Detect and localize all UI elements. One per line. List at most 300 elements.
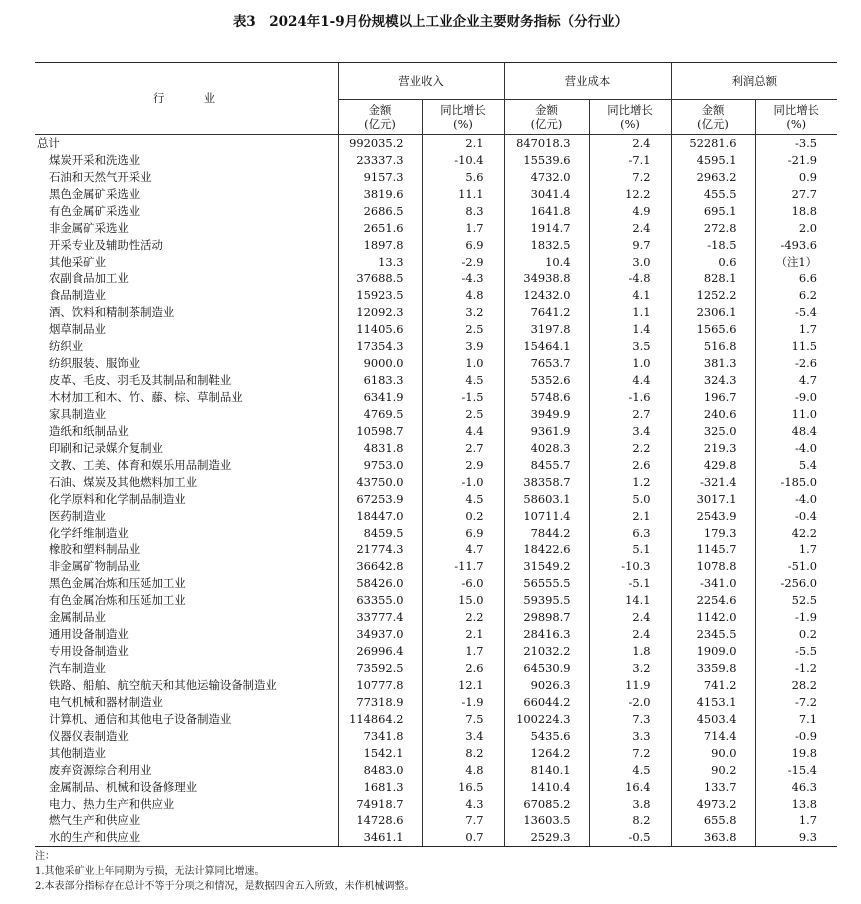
- cost-amount-cell: 5435.6: [504, 728, 589, 745]
- cost-growth-cell: 7.2: [589, 745, 671, 762]
- table-row: [35, 491, 837, 508]
- revenue-growth-cell: -4.3: [422, 271, 504, 288]
- cost-amount-cell: 13603.5: [504, 813, 589, 830]
- revenue-amount-cell: 77318.9: [338, 694, 422, 711]
- table-row: [35, 338, 837, 355]
- profit-amount-cell: 1252.2: [671, 287, 755, 304]
- cost-amount-cell: 10.4: [504, 254, 589, 271]
- cost-growth-cell: 3.8: [589, 796, 671, 813]
- note-2: 2.本表部分指标存在总计不等于分项之和情况，是数据四舍五入所致，未作机械调整。: [35, 881, 415, 892]
- table-row: [35, 186, 837, 203]
- revenue-amount-cell: 23337.3: [338, 152, 422, 169]
- profit-amount-cell: 2963.2: [671, 169, 755, 186]
- industry-name-cell: 电气机械和器材制造业: [49, 694, 163, 709]
- cost-amount-cell: 3949.9: [504, 406, 589, 423]
- cost-growth-cell: 2.4: [589, 135, 671, 152]
- revenue-growth-cell: 16.5: [422, 779, 504, 796]
- profit-amount-cell: 4153.1: [671, 694, 755, 711]
- cost-growth-cell: -4.8: [589, 271, 671, 288]
- revenue-amount-cell: 1542.1: [338, 745, 422, 762]
- industry-name-cell: 燃气生产和供应业: [49, 813, 141, 828]
- cost-growth-cell: 1.4: [589, 321, 671, 338]
- profit-growth-cell: 18.8: [755, 203, 837, 220]
- cost-amount-cell: 66044.2: [504, 694, 589, 711]
- revenue-amount-cell: 9157.3: [338, 169, 422, 186]
- profit-growth-cell: -51.0: [755, 558, 837, 575]
- industry-name-cell: 金属制品业: [49, 610, 106, 625]
- revenue-header: 营业收入: [338, 63, 504, 100]
- industry-name-cell: 家具制造业: [49, 406, 106, 421]
- revenue-amount-cell: 43750.0: [338, 474, 422, 491]
- table-row: [35, 609, 837, 626]
- industry-name-cell: 金属制品、机械和设备修理业: [49, 779, 198, 794]
- revenue-growth-cell: 2.6: [422, 660, 504, 677]
- cost-growth-cell: 2.4: [589, 609, 671, 626]
- revenue-growth-cell: 2.9: [422, 457, 504, 474]
- profit-growth-cell: -1.2: [755, 660, 837, 677]
- profit-amount-cell: 455.5: [671, 186, 755, 203]
- profit-growth-cell: 7.1: [755, 711, 837, 728]
- profit-amount-cell: 196.7: [671, 389, 755, 406]
- profit-amount-cell: 2254.6: [671, 592, 755, 609]
- revenue-growth-cell: 4.5: [422, 491, 504, 508]
- cost-growth-cell: 1.2: [589, 474, 671, 491]
- profit-growth-cell: （注1）: [755, 254, 837, 271]
- profit-growth-cell: -4.0: [755, 491, 837, 508]
- revenue-growth-cell: 5.6: [422, 169, 504, 186]
- revenue-amount-cell: 15923.5: [338, 287, 422, 304]
- revenue-growth-cell: 2.1: [422, 135, 504, 152]
- industry-name-cell: 印刷和记录媒介复制业: [49, 440, 163, 455]
- profit-growth-cell: 48.4: [755, 423, 837, 440]
- profit-amount-cell: 52281.6: [671, 135, 755, 152]
- cost-amount-cell: 4732.0: [504, 169, 589, 186]
- profit-amount-cell: 3359.8: [671, 660, 755, 677]
- revenue-amount-cell: 11405.6: [338, 321, 422, 338]
- table-row: [35, 406, 837, 423]
- revenue-growth-cell: 2.2: [422, 609, 504, 626]
- table-row: [35, 525, 837, 542]
- revenue-growth-cell: 8.2: [422, 745, 504, 762]
- industry-name-cell: 有色金属冶炼和压延加工业: [49, 593, 186, 608]
- industry-name-cell: 石油和天然气开采业: [49, 169, 152, 184]
- cost-header: 营业成本: [504, 63, 671, 100]
- cost-growth-cell: 8.2: [589, 813, 671, 830]
- profit-amount-cell: 90.2: [671, 762, 755, 779]
- cost-amount-cell: 10711.4: [504, 508, 589, 525]
- cost-amount-cell: 34938.8: [504, 271, 589, 288]
- profit-amount-cell: 2543.9: [671, 508, 755, 525]
- revenue-growth-cell: 2.7: [422, 440, 504, 457]
- revenue-growth-cell: 12.1: [422, 677, 504, 694]
- revenue-amount-cell: 2651.6: [338, 220, 422, 237]
- cost-amount-cell: 1914.7: [504, 220, 589, 237]
- cost-growth-cell: 11.9: [589, 677, 671, 694]
- cost-amount-cell: 31549.2: [504, 558, 589, 575]
- profit-growth-cell: 11.5: [755, 338, 837, 355]
- table-row: [35, 626, 837, 643]
- table-row: [35, 728, 837, 745]
- cost-amount-cell: 7653.7: [504, 355, 589, 372]
- industry-name-cell: 黑色金属冶炼和压延加工业: [49, 576, 186, 591]
- revenue-amount-cell: 1897.8: [338, 237, 422, 254]
- profit-growth-cell: -0.9: [755, 728, 837, 745]
- revenue-amount-cell: 114864.2: [338, 711, 422, 728]
- profit-growth-cell: -5.4: [755, 304, 837, 321]
- cost-growth-cell: 3.0: [589, 254, 671, 271]
- table-row: [35, 694, 837, 711]
- profit-amount-cell: 381.3: [671, 355, 755, 372]
- cost-growth-cell: 5.1: [589, 542, 671, 559]
- industry-name-cell: 纺织业: [49, 339, 84, 354]
- notes: [35, 849, 835, 894]
- revenue-amount-cell: 7341.8: [338, 728, 422, 745]
- revenue-amount-cell: 8483.0: [338, 762, 422, 779]
- revenue-growth-cell: 6.9: [422, 237, 504, 254]
- cost-growth-cell: 4.1: [589, 287, 671, 304]
- table-row: [35, 135, 837, 152]
- revenue-amount-cell: 33777.4: [338, 609, 422, 626]
- profit-amount-cell: 3017.1: [671, 491, 755, 508]
- table-row: [35, 457, 837, 474]
- revenue-growth-cell: 4.8: [422, 287, 504, 304]
- profit-amount-cell: 240.6: [671, 406, 755, 423]
- profit-amount-cell: 1565.6: [671, 321, 755, 338]
- profit-growth-cell: -185.0: [755, 474, 837, 491]
- cost-growth-cell: 16.4: [589, 779, 671, 796]
- revenue-growth-cell: 1.7: [422, 643, 504, 660]
- table-row: [35, 796, 837, 813]
- industry-name-cell: 其他制造业: [49, 745, 106, 760]
- cost-amount-cell: 8455.7: [504, 457, 589, 474]
- table-row: [35, 271, 837, 288]
- profit-growth-cell: -2.6: [755, 355, 837, 372]
- cost-amount-cell: 12432.0: [504, 287, 589, 304]
- cost-amount-cell: 56555.5: [504, 575, 589, 592]
- profit-growth-header: 同比增长 (%): [755, 100, 837, 135]
- cost-amount-cell: 9361.9: [504, 423, 589, 440]
- cost-growth-cell: 2.4: [589, 626, 671, 643]
- cost-growth-cell: 4.4: [589, 372, 671, 389]
- profit-amount-cell: 4503.4: [671, 711, 755, 728]
- table-row: [35, 575, 837, 592]
- revenue-growth-cell: 7.7: [422, 813, 504, 830]
- table-row: [35, 558, 837, 575]
- profit-growth-cell: 19.8: [755, 745, 837, 762]
- cost-growth-cell: 7.2: [589, 169, 671, 186]
- industry-name-cell: 农副食品加工业: [49, 271, 129, 286]
- profit-amount-cell: -321.4: [671, 474, 755, 491]
- profit-growth-cell: 6.2: [755, 287, 837, 304]
- profit-growth-cell: 42.2: [755, 525, 837, 542]
- cost-amount-cell: 21032.2: [504, 643, 589, 660]
- profit-growth-cell: -256.0: [755, 575, 837, 592]
- profit-growth-cell: 52.5: [755, 592, 837, 609]
- industry-name-cell: 其他采矿业: [49, 254, 106, 269]
- industry-name-cell: 煤炭开采和洗选业: [49, 152, 141, 167]
- revenue-amount-cell: 9753.0: [338, 457, 422, 474]
- table-row: [35, 677, 837, 694]
- table-row: [35, 440, 837, 457]
- table-row: [35, 304, 837, 321]
- revenue-growth-cell: 1.0: [422, 355, 504, 372]
- revenue-amount-cell: 6183.3: [338, 372, 422, 389]
- industry-name-cell: 开采专业及辅助性活动: [49, 237, 163, 252]
- cost-amount-cell: 67085.2: [504, 796, 589, 813]
- cost-amount-cell: 3041.4: [504, 186, 589, 203]
- table-row: [35, 169, 837, 186]
- table-row: [35, 474, 837, 491]
- revenue-amount-cell: 14728.6: [338, 813, 422, 830]
- industry-name-cell: 废弃资源综合利用业: [49, 762, 152, 777]
- cost-amount-cell: 7844.2: [504, 525, 589, 542]
- cost-growth-header: 同比增长 (%): [589, 100, 671, 135]
- revenue-growth-cell: 4.8: [422, 762, 504, 779]
- industry-name-cell: 汽车制造业: [49, 661, 106, 676]
- profit-amount-cell: 219.3: [671, 440, 755, 457]
- profit-amount-cell: 1078.8: [671, 558, 755, 575]
- industry-name-cell: 酒、饮料和精制茶制造业: [49, 305, 175, 320]
- revenue-amount-cell: 17354.3: [338, 338, 422, 355]
- cost-amount-cell: 2529.3: [504, 829, 589, 846]
- revenue-amount-cell: 21774.3: [338, 542, 422, 559]
- revenue-amount-cell: 9000.0: [338, 355, 422, 372]
- cost-growth-cell: -5.1: [589, 575, 671, 592]
- cost-growth-cell: 4.9: [589, 203, 671, 220]
- profit-growth-cell: 46.3: [755, 779, 837, 796]
- cost-amount-cell: 847018.3: [504, 135, 589, 152]
- profit-growth-cell: 0.2: [755, 626, 837, 643]
- table-row: [35, 220, 837, 237]
- cost-growth-cell: 1.0: [589, 355, 671, 372]
- table-row: [35, 287, 837, 304]
- profit-growth-cell: -493.6: [755, 237, 837, 254]
- industry-header: 行 业: [35, 63, 338, 135]
- cost-amount-cell: 7641.2: [504, 304, 589, 321]
- table-row: [35, 423, 837, 440]
- profit-growth-cell: 6.6: [755, 271, 837, 288]
- profit-amount-cell: 695.1: [671, 203, 755, 220]
- cost-amount-cell: 18422.6: [504, 542, 589, 559]
- cost-amount-cell: 3197.8: [504, 321, 589, 338]
- revenue-amount-cell: 8459.5: [338, 525, 422, 542]
- cost-growth-cell: -10.3: [589, 558, 671, 575]
- revenue-amount-cell: 2686.5: [338, 203, 422, 220]
- revenue-growth-cell: 0.7: [422, 829, 504, 846]
- table-title: 表3 2024年1-9月份规模以上工业企业主要财务指标（分行业）: [232, 14, 629, 30]
- profit-growth-cell: -5.5: [755, 643, 837, 660]
- profit-amount-cell: 828.1: [671, 271, 755, 288]
- profit-growth-cell: 4.7: [755, 372, 837, 389]
- profit-growth-cell: 9.3: [755, 829, 837, 846]
- revenue-growth-cell: 0.2: [422, 508, 504, 525]
- table-row: [35, 711, 837, 728]
- revenue-amount-cell: 13.3: [338, 254, 422, 271]
- revenue-amount-cell: 10598.7: [338, 423, 422, 440]
- profit-amount-cell: 179.3: [671, 525, 755, 542]
- revenue-amount-cell: 36642.8: [338, 558, 422, 575]
- profit-growth-cell: 0.9: [755, 169, 837, 186]
- cost-growth-cell: 9.7: [589, 237, 671, 254]
- industry-name-cell: 有色金属矿采选业: [49, 203, 141, 218]
- profit-amount-cell: 2345.5: [671, 626, 755, 643]
- table-row: [35, 508, 837, 525]
- cost-amount-cell: 64530.9: [504, 660, 589, 677]
- table-row: [35, 372, 837, 389]
- cost-growth-cell: 4.5: [589, 762, 671, 779]
- table-row: [35, 779, 837, 796]
- table-row: [35, 829, 837, 846]
- industry-name-cell: 电力、热力生产和供应业: [49, 796, 175, 811]
- cost-amount-cell: 1264.2: [504, 745, 589, 762]
- profit-amount-cell: 741.2: [671, 677, 755, 694]
- industry-name-cell: 计算机、通信和其他电子设备制造业: [49, 711, 232, 726]
- industry-name-cell: 化学纤维制造业: [49, 525, 129, 540]
- cost-amount-cell: 15539.6: [504, 152, 589, 169]
- note-1: 1.其他采矿业上年同期为亏损，无法计算同比增速。: [35, 866, 265, 877]
- revenue-amount-cell: 6341.9: [338, 389, 422, 406]
- industry-name-cell: 非金属矿物制品业: [49, 559, 141, 574]
- profit-amount-cell: -341.0: [671, 575, 755, 592]
- profit-amount-cell: 133.7: [671, 779, 755, 796]
- revenue-amount-cell: 4769.5: [338, 406, 422, 423]
- profit-amount-cell: 4973.2: [671, 796, 755, 813]
- cost-growth-cell: 5.0: [589, 491, 671, 508]
- cost-growth-cell: 2.7: [589, 406, 671, 423]
- profit-growth-cell: -15.4: [755, 762, 837, 779]
- revenue-growth-cell: -10.4: [422, 152, 504, 169]
- cost-amount-cell: 5748.6: [504, 389, 589, 406]
- industry-name-cell: 仪器仪表制造业: [49, 728, 129, 743]
- financial-indicators-table: [35, 62, 837, 847]
- revenue-growth-cell: -6.0: [422, 575, 504, 592]
- table-row: [35, 643, 837, 660]
- cost-growth-cell: 3.5: [589, 338, 671, 355]
- profit-amount-cell: 2306.1: [671, 304, 755, 321]
- cost-amount-cell: 58603.1: [504, 491, 589, 508]
- revenue-growth-cell: 4.4: [422, 423, 504, 440]
- industry-name-cell: 非金属矿采选业: [49, 220, 129, 235]
- table-row: [35, 745, 837, 762]
- cost-amount-cell: 9026.3: [504, 677, 589, 694]
- cost-growth-cell: 12.2: [589, 186, 671, 203]
- profit-amount-cell: 363.8: [671, 829, 755, 846]
- industry-name-cell: 通用设备制造业: [49, 627, 129, 642]
- cost-amount-cell: 1832.5: [504, 237, 589, 254]
- industry-name-cell: 造纸和纸制品业: [49, 423, 129, 438]
- revenue-amount-cell: 67253.9: [338, 491, 422, 508]
- cost-amount-cell: 1641.8: [504, 203, 589, 220]
- profit-growth-cell: -1.9: [755, 609, 837, 626]
- cost-amount-cell: 1410.4: [504, 779, 589, 796]
- cost-amount-cell: 8140.1: [504, 762, 589, 779]
- revenue-growth-cell: 2.5: [422, 406, 504, 423]
- cost-amount-cell: 15464.1: [504, 338, 589, 355]
- profit-header: 利润总额: [671, 63, 837, 100]
- table-row: [35, 592, 837, 609]
- revenue-growth-cell: -1.0: [422, 474, 504, 491]
- revenue-amount-cell: 992035.2: [338, 135, 422, 152]
- industry-name-cell: 水的生产和供应业: [35, 829, 338, 846]
- industry-name-cell: 医药制造业: [49, 508, 106, 523]
- revenue-growth-cell: 2.1: [422, 626, 504, 643]
- table-row: [35, 813, 837, 830]
- cost-growth-cell: 14.1: [589, 592, 671, 609]
- profit-growth-cell: -21.9: [755, 152, 837, 169]
- revenue-growth-cell: 2.5: [422, 321, 504, 338]
- table-row: [35, 203, 837, 220]
- revenue-amount-cell: 3819.6: [338, 186, 422, 203]
- profit-growth-cell: 13.8: [755, 796, 837, 813]
- table-row: [35, 152, 837, 169]
- industry-name-cell: 化学原料和化学制品制造业: [49, 491, 186, 506]
- profit-growth-cell: -7.2: [755, 694, 837, 711]
- revenue-growth-cell: 4.3: [422, 796, 504, 813]
- cost-amount-cell: 100224.3: [504, 711, 589, 728]
- revenue-growth-cell: 8.3: [422, 203, 504, 220]
- industry-name-cell: 石油、煤炭及其他燃料加工业: [49, 474, 198, 489]
- revenue-growth-cell: 3.4: [422, 728, 504, 745]
- revenue-amount-cell: 37688.5: [338, 271, 422, 288]
- cost-amount-cell: 38358.7: [504, 474, 589, 491]
- cost-growth-cell: 2.4: [589, 220, 671, 237]
- profit-growth-cell: -4.0: [755, 440, 837, 457]
- profit-growth-cell: 5.4: [755, 457, 837, 474]
- industry-name-cell: 铁路、船舶、航空航天和其他运输设备制造业: [49, 677, 277, 692]
- profit-amount-cell: 1909.0: [671, 643, 755, 660]
- revenue-growth-cell: 1.7: [422, 220, 504, 237]
- cost-growth-cell: -0.5: [589, 829, 671, 846]
- profit-growth-cell: 28.2: [755, 677, 837, 694]
- cost-amount-cell: 5352.6: [504, 372, 589, 389]
- profit-amount-cell: 4595.1: [671, 152, 755, 169]
- revenue-amount-cell: 10777.8: [338, 677, 422, 694]
- profit-growth-cell: 1.7: [755, 542, 837, 559]
- profit-growth-cell: -3.5: [755, 135, 837, 152]
- profit-amount-cell: 90.0: [671, 745, 755, 762]
- revenue-amount-cell: 1681.3: [338, 779, 422, 796]
- industry-name-cell: 黑色金属矿采选业: [49, 186, 141, 201]
- profit-growth-cell: 1.7: [755, 321, 837, 338]
- industry-name-cell: 总计: [37, 135, 60, 150]
- cost-amount-cell: 59395.5: [504, 592, 589, 609]
- profit-amount-cell: 1145.7: [671, 542, 755, 559]
- table-row: [35, 237, 837, 254]
- revenue-growth-cell: 11.1: [422, 186, 504, 203]
- cost-growth-cell: 1.1: [589, 304, 671, 321]
- industry-name-cell: 纺织服装、服饰业: [49, 356, 141, 371]
- cost-growth-cell: 3.3: [589, 728, 671, 745]
- cost-growth-cell: -1.6: [589, 389, 671, 406]
- revenue-amount-cell: 3461.1: [338, 829, 422, 846]
- cost-growth-cell: 6.3: [589, 525, 671, 542]
- profit-growth-cell: -0.4: [755, 508, 837, 525]
- profit-growth-cell: 2.0: [755, 220, 837, 237]
- table-row: [35, 542, 837, 559]
- profit-amount-cell: 0.6: [671, 254, 755, 271]
- profit-amount-cell: 429.8: [671, 457, 755, 474]
- revenue-amount-cell: 74918.7: [338, 796, 422, 813]
- revenue-growth-cell: 3.2: [422, 304, 504, 321]
- table-row: [35, 389, 837, 406]
- cost-growth-cell: 1.8: [589, 643, 671, 660]
- revenue-growth-header: 同比增长 (%): [422, 100, 504, 135]
- revenue-growth-cell: 7.5: [422, 711, 504, 728]
- revenue-amount-cell: 18447.0: [338, 508, 422, 525]
- table-row: [35, 355, 837, 372]
- revenue-amount-cell: 4831.8: [338, 440, 422, 457]
- revenue-amount-cell: 34937.0: [338, 626, 422, 643]
